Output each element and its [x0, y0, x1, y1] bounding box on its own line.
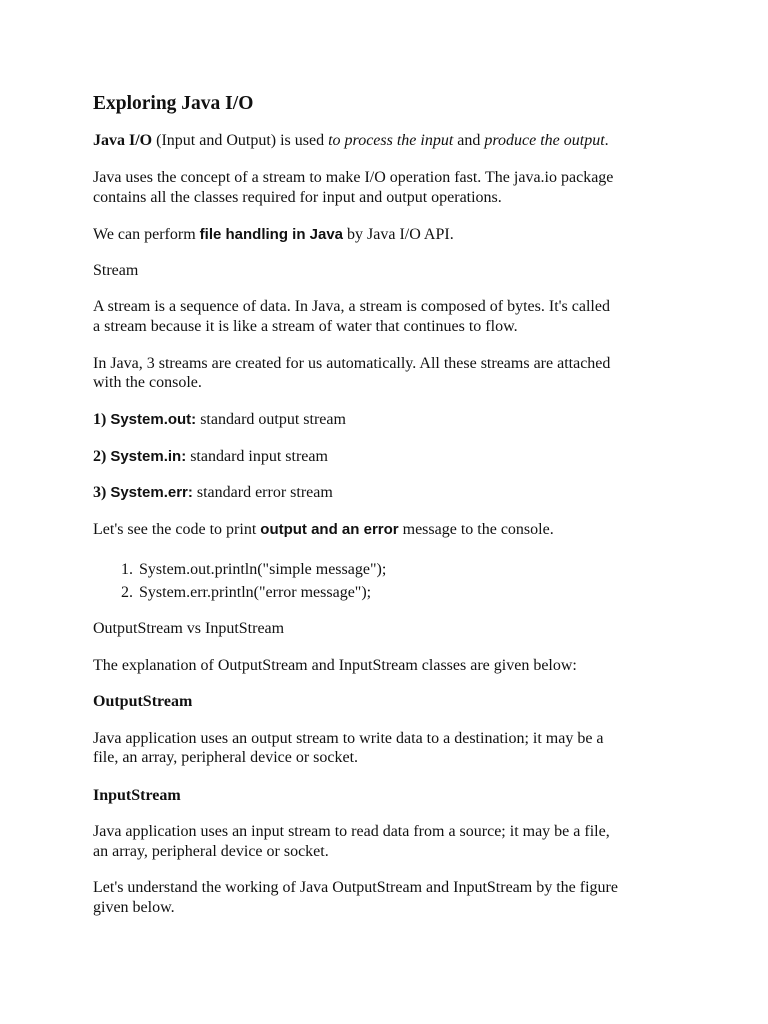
figure-intro-line-2: given below. [93, 899, 175, 916]
stream-item-desc: standard output stream [196, 411, 346, 428]
stream-item-desc: standard error stream [192, 484, 333, 501]
file-handling-text-1: We can perform [93, 226, 200, 243]
three-streams-line-2: with the console. [93, 374, 202, 391]
stream-item-system-in [93, 447, 328, 467]
intro-text-2: and [453, 132, 485, 149]
file-handling-strong: file handling in Java [199, 226, 344, 243]
code-intro-paragraph [93, 520, 554, 540]
code-list-number: 1. [121, 561, 133, 578]
stream-item-num: 3) [93, 484, 111, 501]
stream-concept-line-2: contains all the classes required for input and output operations. [93, 189, 502, 206]
stream-def-line-2: a stream because it is like a stream of water that continues to flow. [93, 318, 518, 335]
outputstream-line-2: file, an array, peripheral device or socket. [93, 749, 359, 766]
three-streams-line-1: In Java, 3 streams are created for us automatically. All these streams are attached [93, 355, 611, 372]
file-handling-text-2: by Java I/O API. [343, 226, 454, 243]
intro-paragraph [93, 131, 609, 151]
stream-def-line-1: A stream is a sequence of data. In Java, a stream is composed of bytes. It's called [93, 298, 610, 315]
intro-text-1: (Input and Output) is used [152, 132, 329, 149]
stream-item-name: System.in: [110, 448, 187, 465]
stream-item-desc: standard input stream [186, 448, 328, 465]
inputstream-line-1: Java application uses an input stream to read data from a source; it may be a file, [93, 823, 610, 840]
outputstream-line-1: Java application uses an output stream to write data to a destination; it may be a [93, 730, 604, 747]
stream-item-system-err [93, 483, 333, 503]
file-handling-paragraph [93, 225, 454, 245]
intro-emphasis-1: to process the input [328, 132, 454, 149]
heading-stream: Stream [93, 262, 139, 279]
code-intro-strong: output and an error [260, 521, 399, 538]
stream-item-name: System.err: [110, 484, 193, 501]
code-list-number: 2. [121, 584, 133, 601]
stream-item-name: System.out: [110, 411, 197, 428]
intro-term: Java I/O [93, 132, 153, 149]
page-title: Exploring Java I/O [93, 93, 254, 114]
inputstream-line-2: an array, peripheral device or socket. [93, 843, 329, 860]
heading-inputstream: InputStream [93, 787, 181, 804]
explanation-paragraph: The explanation of OutputStream and InputStream classes are given below: [93, 657, 577, 674]
stream-item-system-out [93, 410, 346, 430]
heading-output-vs-input: OutputStream vs InputStream [93, 620, 285, 637]
code-intro-text-1: Let's see the code to print [93, 521, 261, 538]
intro-text-3: . [604, 132, 609, 149]
figure-intro-line-1: Let's understand the working of Java OutputStream and InputStream by the figure [93, 879, 618, 896]
heading-outputstream: OutputStream [93, 693, 193, 710]
stream-item-num: 2) [93, 448, 111, 465]
stream-item-num: 1) [93, 411, 111, 428]
code-list-text: System.out.println("simple message"); [139, 561, 387, 578]
intro-emphasis-2: produce the output [484, 132, 605, 149]
code-intro-text-2: message to the console. [398, 521, 554, 538]
stream-concept-line-1: Java uses the concept of a stream to make I/O operation fast. The java.io package [93, 169, 614, 186]
code-list-text: System.err.println("error message"); [139, 584, 372, 601]
